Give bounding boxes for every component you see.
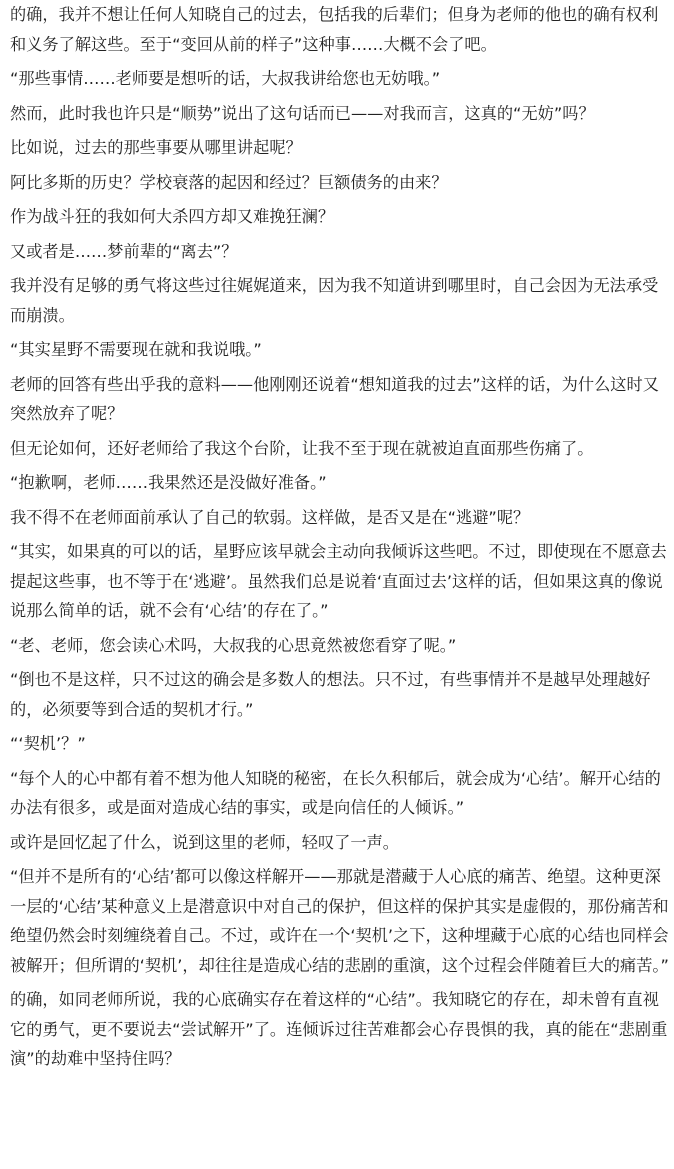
paragraph: “但并不是所有的‘心结’都可以像这样解开——那就是潜藏于人心底的痛苦、绝望。这种更深一层的‘心结’某种意义上是潜意识中对自己的保护，但这样的保护其实是虚假的，那份痛苦和绝望仍然会时刻缠绕着自己。不过，或许在一个‘契机’之下，这种埋藏于心底的心结也同样会被解开；但所谓的‘契机’，却往往是造成心结的悲剧的重演，这个过程会伴随着巨大的痛苦。” bbox=[10, 867, 669, 975]
paragraph: 但无论如何，还好老师给了我这个台阶，让我不至于现在就被迫直面那些伤痛了。 bbox=[10, 438, 594, 458]
paragraph: “每个人的心中都有着不想为他人知晓的秘密，在长久积郁后，就会成为‘心结’。解开心结的办法有很多，或是面对造成心结的事实，或是向信任的人倾诉。” bbox=[10, 768, 661, 817]
paragraph: “老、老师，您会读心术吗，大叔我的心思竟然被您看穿了呢。” bbox=[10, 635, 457, 655]
paragraph: 的确，如同老师所说，我的心底确实存在着这样的“心结”。我知晓它的存在，却未曾有直视它的勇气，更不要说去“尝试解开”了。连倾诉过往苦难都会心存畏惧的我，真的能在“悲剧重演”的劫难中坚持住吗？ bbox=[10, 990, 668, 1068]
paragraph: “其实星野不需要现在就和我说哦。” bbox=[10, 340, 262, 359]
paragraph: “‘契机’？” bbox=[10, 734, 86, 753]
paragraph: 老师的回答有些出乎我的意料——他刚刚还说着“想知道我的过去”这样的话，为什么这时又突然放弃了呢？ bbox=[10, 374, 659, 423]
paragraph: “抱歉啊，老师……我果然还是没做好准备。” bbox=[10, 473, 327, 492]
paragraph: 我不得不在老师面前承认了自己的软弱。这样做，是否又是在“逃避”呢？ bbox=[10, 507, 530, 527]
paragraph: 或许是回忆起了什么，说到这里的老师，轻叹了一声。 bbox=[10, 832, 399, 852]
paragraph: “其实，如果真的可以的话，星野应该早就会主动向我倾诉这些吧。不过，即使现在不愿意去提起这些事，也不等于在‘逃避’。虽然我们总是说着‘直面过去’这样的话，但如果这真的像说说那么简单的话，就不会有‘心结’的存在了。” bbox=[10, 542, 667, 620]
paragraph: 比如说，过去的那些事要从哪里讲起呢？ bbox=[10, 138, 302, 157]
paragraph: 的确，我并不想让任何人知晓自己的过去，包括我的后辈们；但身为老师的他也的确有权利和义务了解这些。至于“变回从前的样子”这种事……大概不会了吧。 bbox=[10, 5, 659, 54]
paragraph: 又或者是……梦前辈的“离去”？ bbox=[10, 241, 238, 261]
paragraph: 阿比多斯的历史？学校衰落的起因和经过？巨额债务的由来？ bbox=[10, 172, 448, 192]
paragraph: “倒也不是这样，只不过这的确会是多数人的想法。只不过，有些事情并不是越早处理越好的，必须要等到合适的契机才行。” bbox=[10, 670, 651, 719]
article-body bbox=[10, 0, 670, 1079]
paragraph: “那些事情……老师要是想听的话，大叔我讲给您也无妨哦。” bbox=[10, 69, 441, 88]
paragraph: 我并没有足够的勇气将这些过往娓娓道来，因为我不知道讲到哪里时，自己会因为无法承受而崩溃。 bbox=[10, 276, 659, 325]
paragraph: 然而，此时我也许只是“顺势”说出了这句话而已——对我而言，这真的“无妨”吗？ bbox=[10, 103, 595, 123]
paragraph: 作为战斗狂的我如何大杀四方却又难挽狂澜？ bbox=[10, 207, 335, 226]
